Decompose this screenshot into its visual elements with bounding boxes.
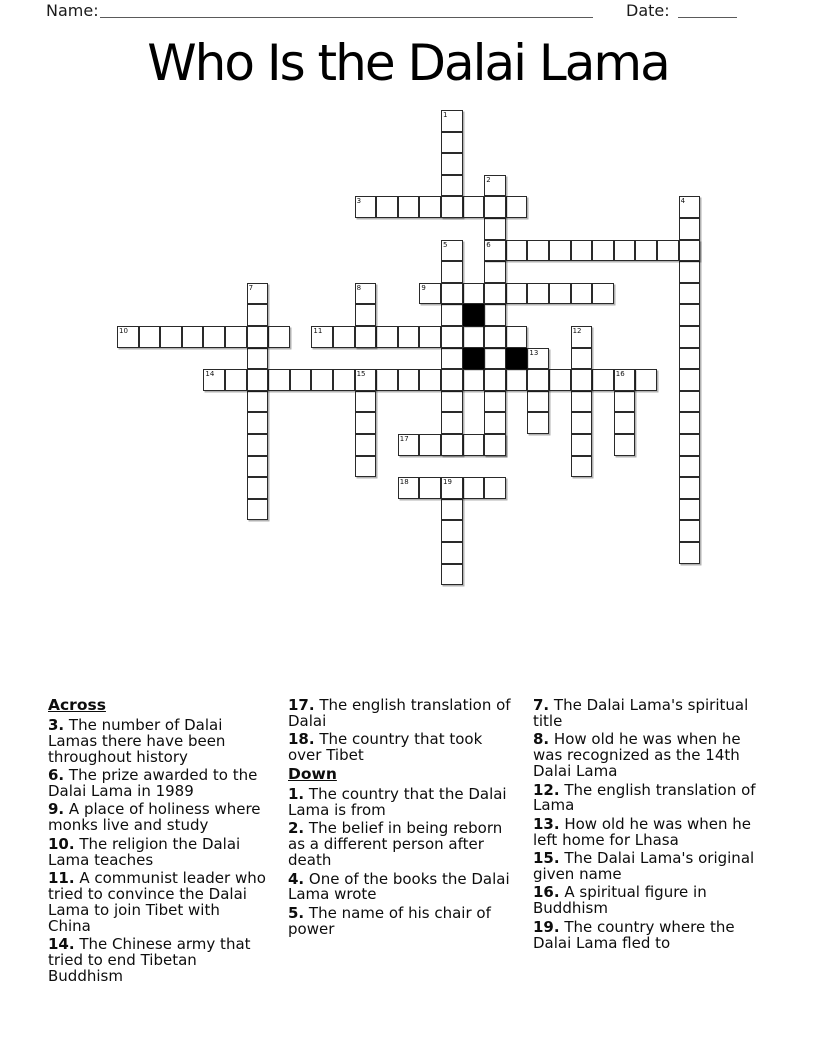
cell[interactable] (225, 326, 247, 348)
cell[interactable] (247, 348, 269, 370)
cell-number: 3 (356, 197, 362, 206)
cell[interactable] (355, 304, 377, 326)
cell[interactable] (484, 434, 506, 456)
cell[interactable] (441, 132, 463, 154)
cell[interactable] (527, 283, 549, 305)
cell[interactable] (463, 326, 485, 348)
cell[interactable] (463, 369, 485, 391)
cell[interactable] (484, 218, 506, 240)
cell[interactable] (203, 326, 225, 348)
cell-number: 7 (248, 283, 254, 292)
cell-number: 10 (119, 327, 128, 335)
cell[interactable] (247, 434, 269, 456)
cell[interactable] (506, 369, 528, 391)
cell[interactable] (484, 412, 506, 434)
cell[interactable] (441, 240, 463, 262)
cell[interactable] (571, 434, 593, 456)
cell[interactable] (679, 261, 701, 283)
cell[interactable] (679, 304, 701, 326)
cell[interactable] (441, 542, 463, 564)
clue-15: 15. The Dalai Lama's original given name (533, 849, 755, 884)
cell-number: 5 (443, 240, 448, 249)
cell[interactable] (441, 261, 463, 283)
cell[interactable] (679, 196, 701, 218)
cell[interactable] (571, 456, 593, 478)
cell[interactable] (484, 369, 506, 391)
clue-4: 4. One of the books the Dalai Lama wrote (288, 869, 510, 904)
cell[interactable] (225, 369, 247, 391)
cell[interactable] (679, 348, 701, 370)
cell[interactable] (679, 369, 701, 391)
cell[interactable] (441, 110, 463, 132)
clue-3: 3. The number of Dalai Lamas there have been throughout history (48, 715, 226, 766)
cell[interactable] (484, 196, 506, 218)
cell[interactable] (268, 369, 290, 391)
cell[interactable] (441, 175, 463, 197)
cell[interactable] (441, 434, 463, 456)
cell[interactable] (614, 240, 636, 262)
clue-1: 1. The country that the Dalai Lama is from (288, 785, 507, 819)
cell[interactable] (268, 326, 290, 348)
clue-7: 7. The Dalai Lama's spiritual title (533, 696, 749, 730)
cell[interactable] (290, 369, 312, 391)
black-cell (463, 348, 485, 370)
cell[interactable] (463, 196, 485, 218)
cell[interactable] (247, 391, 269, 413)
cell[interactable] (527, 240, 549, 262)
cell[interactable] (441, 369, 463, 391)
cell[interactable] (419, 477, 441, 499)
date-label: Date: (626, 1, 670, 20)
cell[interactable] (527, 391, 549, 413)
cell[interactable] (441, 196, 463, 218)
cell[interactable] (679, 218, 701, 240)
clue-14: 14. The Chinese army that tried to end Tibetan Buddhism (48, 935, 251, 985)
cell[interactable] (571, 348, 593, 370)
cell[interactable] (398, 369, 420, 391)
cell[interactable] (484, 283, 506, 305)
cell[interactable] (657, 240, 679, 262)
clue-10: 10. The religion the Dalai Lama teaches (48, 834, 241, 869)
name-label: Name: (46, 1, 99, 20)
clue-column-middle (288, 698, 516, 940)
cell[interactable] (506, 240, 528, 262)
cell[interactable] (441, 326, 463, 348)
clue-5: 5. The name of his chair of power (288, 903, 491, 938)
cell[interactable] (160, 326, 182, 348)
cell[interactable] (355, 369, 377, 391)
cell-number: 15 (356, 370, 366, 379)
cell[interactable] (484, 304, 506, 326)
cell[interactable] (527, 348, 549, 370)
clue-11: 11. A communist leader who tried to convince the Dalai Lama to join Tibet with China (48, 869, 266, 935)
cell-number: 16 (615, 370, 625, 379)
cell[interactable] (247, 456, 269, 478)
cell[interactable] (571, 283, 593, 305)
cell[interactable] (247, 326, 269, 348)
cell[interactable] (247, 499, 269, 521)
cell[interactable] (635, 369, 657, 391)
cell[interactable] (463, 283, 485, 305)
cell[interactable] (441, 412, 463, 434)
clue-list-header: Across (48, 696, 106, 714)
cell[interactable] (679, 240, 701, 262)
cell[interactable] (463, 477, 485, 499)
cell[interactable] (355, 283, 377, 305)
cell[interactable] (247, 369, 269, 391)
cell-number: 18 (399, 478, 409, 487)
cell-number: 6 (486, 240, 491, 249)
cell-number: 19 (443, 478, 452, 487)
clue-19: 19. The country where the Dalai Lama fled to (533, 917, 735, 952)
cell[interactable] (484, 261, 506, 283)
cell[interactable] (614, 412, 636, 434)
clue-16: 16. A spiritual figure in Buddhism (533, 883, 707, 918)
clue-column-across (48, 698, 266, 987)
black-cell (506, 348, 528, 370)
cell[interactable] (484, 477, 506, 499)
cell-number: 2 (486, 175, 491, 184)
cell[interactable] (441, 283, 463, 305)
cell[interactable] (679, 326, 701, 348)
cell[interactable] (355, 412, 377, 434)
cell[interactable] (376, 369, 398, 391)
cell[interactable] (679, 520, 701, 542)
cell[interactable] (614, 391, 636, 413)
cell[interactable] (398, 434, 420, 456)
cell[interactable] (571, 412, 593, 434)
clue-17: 17. The english translation of Dalai (288, 696, 511, 730)
cell[interactable] (441, 520, 463, 542)
cell[interactable] (117, 326, 139, 348)
cell[interactable] (506, 283, 528, 305)
cell[interactable] (484, 348, 506, 370)
cell[interactable] (355, 326, 377, 348)
cell[interactable] (484, 175, 506, 197)
cell[interactable] (398, 196, 420, 218)
cell-number: 4 (680, 197, 686, 206)
cell[interactable] (441, 477, 463, 499)
cell[interactable] (419, 283, 441, 305)
cell[interactable] (484, 391, 506, 413)
cell[interactable] (247, 304, 269, 326)
clue-2: 2. The belief in being reborn as a different person after death (288, 819, 503, 870)
cell[interactable] (376, 196, 398, 218)
clue-column-down (533, 698, 757, 954)
cell[interactable] (441, 499, 463, 521)
cell[interactable] (679, 283, 701, 305)
cell[interactable] (635, 240, 657, 262)
cell-number: 9 (421, 283, 426, 292)
cell-number: 11 (313, 327, 323, 335)
cell[interactable] (419, 326, 441, 348)
cell[interactable] (311, 326, 333, 348)
cell-number: 14 (205, 370, 215, 379)
cell[interactable] (355, 196, 377, 218)
cell[interactable] (355, 391, 377, 413)
cell[interactable] (614, 434, 636, 456)
cell[interactable] (182, 326, 204, 348)
cell[interactable] (679, 477, 701, 499)
cell[interactable] (484, 240, 506, 262)
clue-12: 12. The english translation of Lama (533, 780, 756, 815)
cell[interactable] (333, 326, 355, 348)
cell[interactable] (527, 369, 549, 391)
cell[interactable] (571, 326, 593, 348)
cell[interactable] (549, 283, 571, 305)
clue-13: 13. How old he was when he left home for Lhasa (533, 814, 752, 849)
cell[interactable] (419, 434, 441, 456)
cell[interactable] (139, 326, 161, 348)
cell[interactable] (571, 391, 593, 413)
cell-number: 8 (356, 283, 362, 292)
cell[interactable] (549, 240, 571, 262)
cell[interactable] (441, 348, 463, 370)
cell[interactable] (441, 153, 463, 175)
cell[interactable] (333, 369, 355, 391)
cell-number: 12 (572, 327, 582, 335)
cell[interactable] (592, 240, 614, 262)
clue-9: 9. A place of holiness where monks live and study (48, 800, 261, 835)
worksheet-title: Who Is the Dalai Lama (147, 34, 669, 92)
cell[interactable] (614, 369, 636, 391)
clue-6: 6. The prize awarded to the Dalai Lama in 1989 (48, 766, 258, 801)
cell[interactable] (376, 326, 398, 348)
cell[interactable] (398, 477, 420, 499)
cell[interactable] (355, 434, 377, 456)
cell[interactable] (527, 412, 549, 434)
cell[interactable] (247, 477, 269, 499)
cell[interactable] (679, 434, 701, 456)
cell[interactable] (463, 434, 485, 456)
cell[interactable] (484, 326, 506, 348)
cell[interactable] (419, 369, 441, 391)
cell[interactable] (571, 240, 593, 262)
cell[interactable] (506, 326, 528, 348)
clue-list-header: Down (288, 765, 337, 784)
cell[interactable] (592, 369, 614, 391)
cell[interactable] (247, 283, 269, 305)
cell[interactable] (311, 369, 333, 391)
black-cell (463, 304, 485, 326)
cell-number: 17 (399, 435, 409, 443)
cell[interactable] (549, 369, 571, 391)
clue-8: 8. How old he was when he was recognized as the 14th Dalai Lama (533, 730, 741, 781)
cell[interactable] (441, 564, 463, 586)
cell[interactable] (441, 304, 463, 326)
cell[interactable] (247, 412, 269, 434)
clue-18: 18. The country that took over Tibet (288, 730, 483, 765)
cell-number: 13 (529, 348, 539, 357)
cell[interactable] (203, 369, 225, 391)
cell[interactable] (441, 391, 463, 413)
cell[interactable] (679, 456, 701, 478)
cell[interactable] (679, 499, 701, 521)
cell[interactable] (419, 196, 441, 218)
cell[interactable] (679, 412, 701, 434)
cell-number: 1 (443, 111, 448, 119)
cell[interactable] (592, 283, 614, 305)
cell[interactable] (398, 326, 420, 348)
cell[interactable] (571, 369, 593, 391)
cell[interactable] (506, 196, 528, 218)
cell[interactable] (679, 391, 701, 413)
cell[interactable] (355, 456, 377, 478)
cell[interactable] (679, 542, 701, 564)
